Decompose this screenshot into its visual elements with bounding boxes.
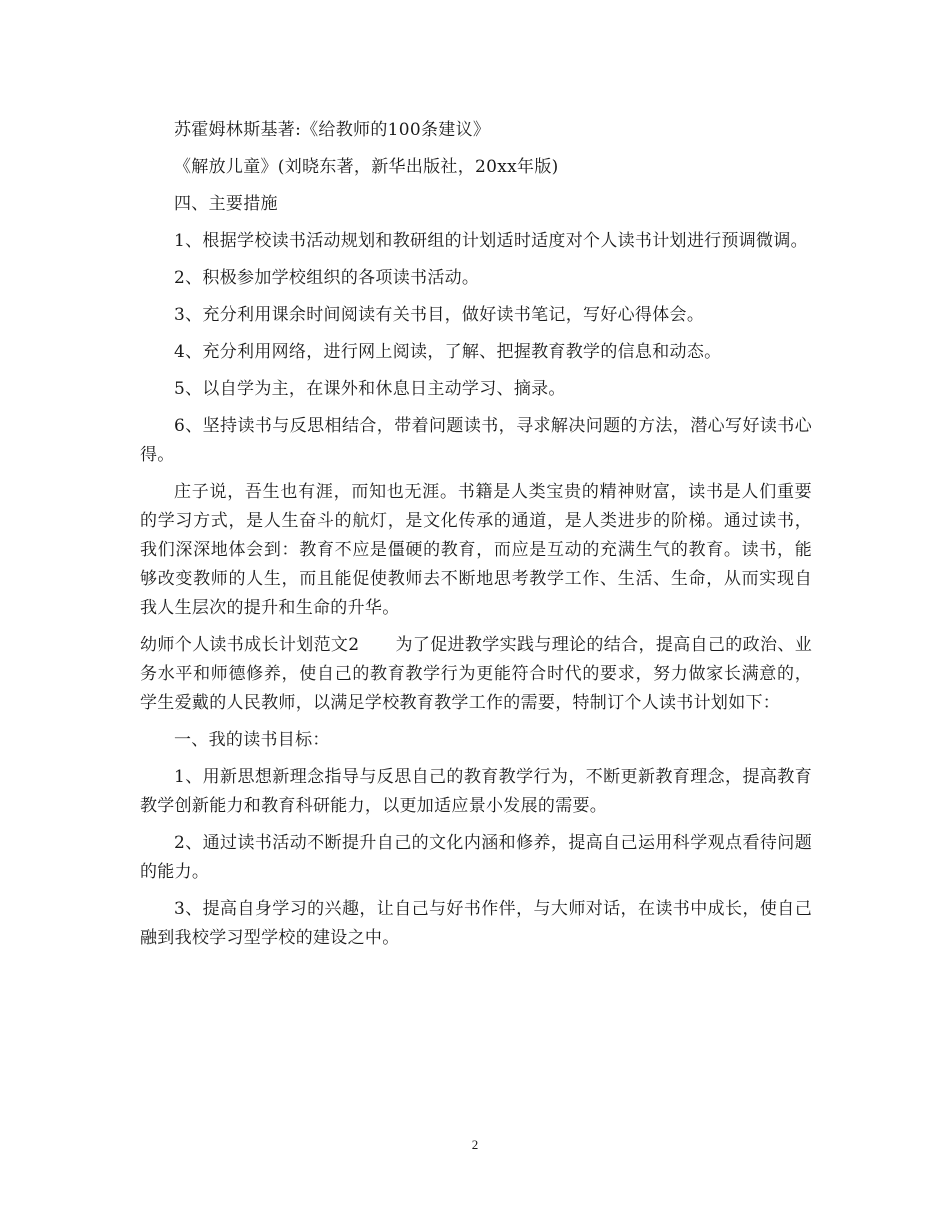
paragraph-measure-5: 5、以自学为主，在课外和休息日主动学习、摘录。: [174, 379, 566, 399]
section-title: 幼师个人读书成长计划范文2: [140, 635, 360, 655]
paragraph-measure-3: 3、充分利用课余时间阅读有关书目，做好读书笔记，写好心得体会。: [174, 305, 705, 325]
heading-reading-goals: 一、我的读书目标：: [174, 730, 330, 750]
paragraph-measure-6: 6、坚持读书与反思相结合，带着问题读书，寻求解决问题的方法，潜心写好读书心得。: [140, 416, 812, 465]
paragraph-measure-1: 1、根据学校读书活动规划和教研组的计划适时适度对个人读书计划进行预调微调。: [174, 231, 808, 251]
paragraph-measure-4: 4、充分利用网络，进行网上阅读，了解、把握教育教学的信息和动态。: [174, 342, 722, 362]
page-number: 2: [471, 1137, 479, 1152]
paragraph-reference-book-2: 《解放儿童》(刘晓东著，新华出版社，20xx年版): [174, 157, 559, 177]
heading-main-measures: 四、主要措施: [174, 194, 278, 214]
paragraph-measure-2: 2、积极参加学校组织的各项读书活动。: [174, 268, 480, 288]
paragraph-zhuangzi-reflection: 庄子说，吾生也有涯，而知也无涯。书籍是人类宝贵的精神财富，读书是人们重要的学习方式，是人生奋斗的航灯，是文化传承的通道，是人类进步的阶梯。通过读书，我们深深地体会到：教育不应是僵硬的教育，而应是互动的充满生气的教育。读书，能够改变教师的人生，而且能促使教师去不断地思考教学工作、生活、生命，从而实现自我人生层次的提升和生命的升华。: [140, 482, 812, 618]
paragraph-goal-2: 2、通过读书活动不断提升自己的文化内涵和修养，提高自己运用科学观点看待问题的能力。: [140, 833, 812, 882]
paragraph-reference-book-1: 苏霍姆林斯基著:《给教师的100条建议》: [174, 120, 491, 140]
document-body: [140, 116, 812, 961]
section-intro-paragraph: [140, 631, 812, 718]
paragraph-goal-3: 3、提高自身学习的兴趣，让自己与好书作伴，与大师对话，在读书中成长，使自己融到我校学习型学校的建设之中。: [140, 899, 812, 948]
section-intro: 为了促进教学实践与理论的结合，提高自己的政治、业务水平和师德修养，使自己的教育教学行为更能符合时代的要求，努力做家长满意的，学生爱戴的人民教师，以满足学校教育教学工作的需要，特制订个人读书计划如下：: [140, 635, 813, 713]
paragraph-goal-1: 1、用新思想新理念指导与反思自己的教育教学行为，不断更新教育理念，提高教育教学创新能力和教育科研能力，以更加适应景小发展的需要。: [140, 767, 812, 816]
